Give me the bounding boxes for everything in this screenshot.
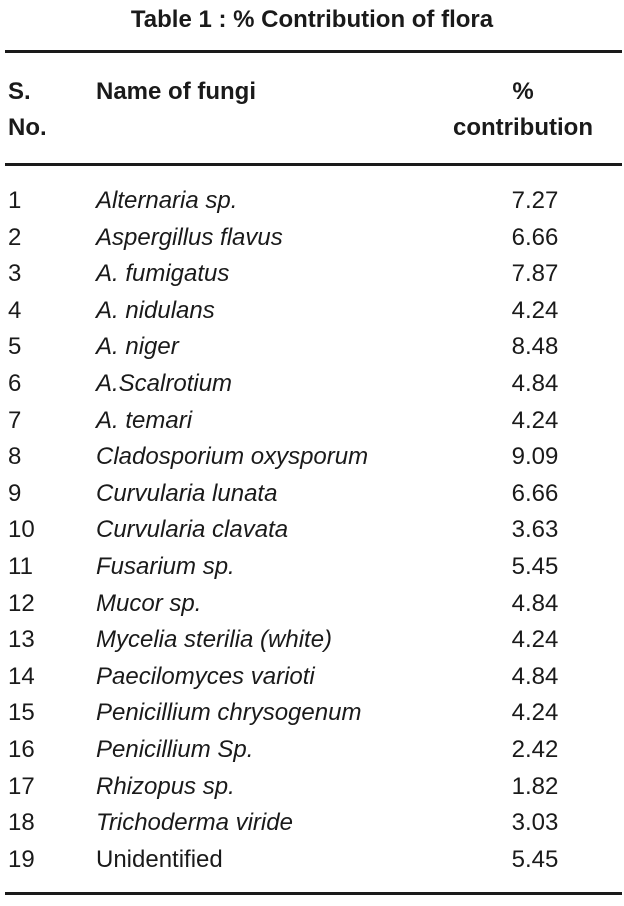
fungi-name-cell: Cladosporium oxysporum <box>96 443 369 471</box>
fungi-name-cell: Curvularia lunata <box>96 479 278 507</box>
serial-number-cell: 17 <box>8 772 35 800</box>
table-row <box>0 439 624 476</box>
contribution-value-cell: 4.84 <box>511 589 559 617</box>
contribution-value-cell: 3.03 <box>511 809 559 837</box>
table-row <box>0 403 624 440</box>
table-body <box>0 183 624 878</box>
contribution-value-cell: 4.84 <box>511 369 559 397</box>
contribution-value-cell: 7.27 <box>511 187 559 214</box>
header-rule <box>5 163 622 166</box>
fungi-name-cell: A. niger <box>96 333 179 361</box>
contribution-value-cell: 7.87 <box>511 260 559 288</box>
table-row <box>0 732 624 769</box>
table-row <box>0 695 624 732</box>
fungi-name-cell: Mycelia sterilia (white) <box>96 626 333 654</box>
contribution-value-cell: 4.24 <box>511 406 559 434</box>
fungi-name-cell: Trichoderma viride <box>96 809 293 837</box>
contribution-value-cell: 9.09 <box>511 443 559 471</box>
contribution-value-cell: 5.45 <box>511 552 559 580</box>
fungi-name-cell: A. nidulans <box>96 296 215 324</box>
contribution-value-cell: 1.82 <box>511 772 559 800</box>
fungi-name-cell: Mucor sp. <box>96 589 202 617</box>
fungi-name-cell: Rhizopus sp. <box>96 772 235 800</box>
contribution-value-cell: 5.45 <box>511 845 559 873</box>
table-row <box>0 183 624 220</box>
serial-number-cell: 14 <box>8 662 35 690</box>
table-row <box>0 476 624 513</box>
table-row <box>0 549 624 586</box>
fungi-name-cell: Aspergillus flavus <box>96 223 283 251</box>
header-serial-number <box>8 74 78 146</box>
top-rule <box>5 50 622 53</box>
contribution-value-cell: 6.66 <box>511 479 559 507</box>
fungi-name-cell: Penicillium Sp. <box>96 735 254 763</box>
table-row <box>0 842 624 879</box>
fungi-name-cell: Unidentified <box>96 845 223 873</box>
header-percent-contribution <box>430 74 616 146</box>
header-fungi-name: Name of fungi <box>96 78 256 105</box>
contribution-value-cell: 3.63 <box>511 516 559 544</box>
fungi-name-cell: Penicillium chrysogenum <box>96 699 362 727</box>
table-row <box>0 769 624 806</box>
table-row <box>0 805 624 842</box>
serial-number-cell: 1 <box>8 187 22 214</box>
serial-number-cell: 2 <box>8 223 22 251</box>
header-serial-line1: S. <box>8 78 31 105</box>
serial-number-cell: 11 <box>8 552 33 580</box>
table-row <box>0 293 624 330</box>
serial-number-cell: 6 <box>8 369 22 397</box>
table-row <box>0 366 624 403</box>
table-title: Table 1 : % Contribution of flora <box>130 6 494 33</box>
table-row <box>0 512 624 549</box>
serial-number-cell: 15 <box>8 699 35 727</box>
serial-number-cell: 16 <box>8 735 35 763</box>
contribution-value-cell: 2.42 <box>511 735 559 763</box>
fungi-name-cell: A. fumigatus <box>96 260 230 288</box>
serial-number-cell: 9 <box>8 479 22 507</box>
fungi-name-cell: Curvularia clavata <box>96 516 289 544</box>
table-row <box>0 220 624 257</box>
fungi-name-cell: Paecilomyces varioti <box>96 662 315 690</box>
header-serial-line2: No. <box>8 114 47 141</box>
serial-number-cell: 3 <box>8 260 22 288</box>
serial-number-cell: 13 <box>8 626 35 654</box>
serial-number-cell: 5 <box>8 333 22 361</box>
fungi-name-cell: A. temari <box>96 406 193 434</box>
serial-number-cell: 8 <box>8 443 22 471</box>
contribution-value-cell: 8.48 <box>511 333 559 361</box>
table-row <box>0 329 624 366</box>
serial-number-cell: 12 <box>8 589 35 617</box>
serial-number-cell: 19 <box>8 845 35 873</box>
serial-number-cell: 7 <box>8 406 22 434</box>
contribution-value-cell: 4.84 <box>511 662 559 690</box>
table-row <box>0 586 624 623</box>
table-row <box>0 659 624 696</box>
header-percent-line2: contribution <box>453 114 593 141</box>
bottom-rule <box>5 892 622 895</box>
serial-number-cell: 10 <box>8 516 35 544</box>
serial-number-cell: 18 <box>8 809 35 837</box>
fungi-name-cell: A.Scalrotium <box>96 369 233 397</box>
table-row <box>0 622 624 659</box>
serial-number-cell: 4 <box>8 296 22 324</box>
table-row <box>0 256 624 293</box>
header-percent-line1: % <box>512 78 534 105</box>
fungi-name-cell: Fusarium sp. <box>96 552 235 580</box>
fungi-name-cell: Alternaria sp. <box>96 187 238 214</box>
contribution-value-cell: 6.66 <box>511 223 559 251</box>
contribution-value-cell: 4.24 <box>511 296 559 324</box>
contribution-value-cell: 4.24 <box>511 699 559 727</box>
contribution-value-cell: 4.24 <box>511 626 559 654</box>
